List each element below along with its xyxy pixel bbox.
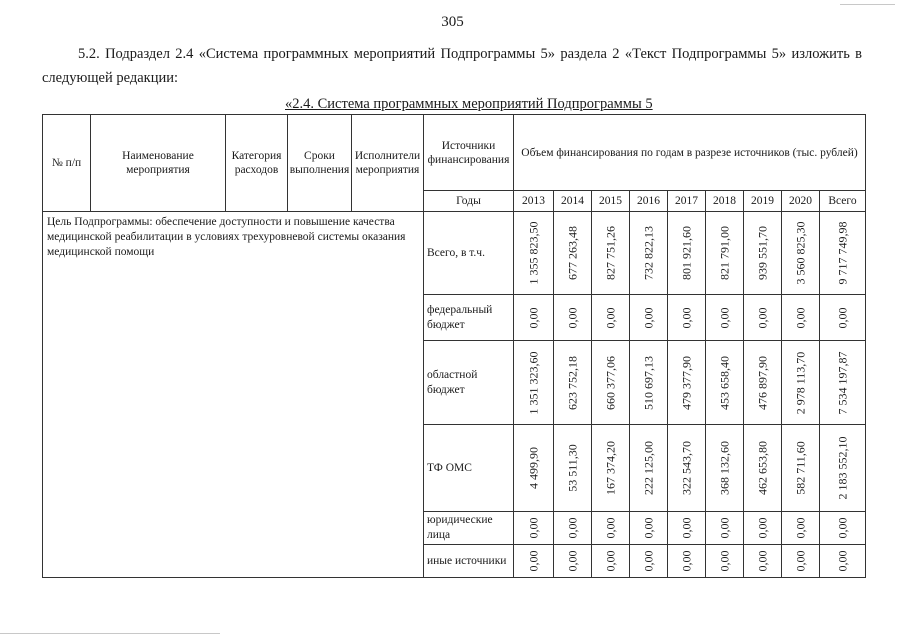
value-text: 0,00 (793, 550, 807, 572)
value-text: 7 534 197,87 (835, 351, 849, 414)
value-text: 0,00 (565, 550, 579, 572)
value-cell (668, 545, 706, 578)
year-cell: 2018 (706, 191, 744, 212)
value-cell-box (820, 296, 865, 340)
header-name: Наименование мероприятия (91, 115, 226, 212)
value-text: 623 752,18 (565, 355, 579, 410)
value-text: 0,00 (641, 550, 655, 572)
value-text: 0,00 (603, 517, 617, 539)
value-cell (514, 545, 554, 578)
value-cell (630, 295, 668, 341)
value-text: 732 822,13 (641, 226, 655, 280)
value-cell-box (820, 213, 865, 294)
value-text: 322 543,70 (679, 441, 693, 495)
value-cell-box (630, 213, 667, 294)
value-cell-box (668, 426, 705, 511)
value-text: 479 377,90 (679, 355, 693, 410)
year-cell: 2017 (668, 191, 706, 212)
value-cell (744, 212, 782, 295)
value-text: 827 751,26 (603, 226, 617, 280)
value-cell-box (668, 296, 705, 340)
value-text: 0,00 (565, 517, 579, 539)
value-cell (706, 341, 744, 425)
value-cell-box (782, 342, 819, 424)
years-label: Годы (424, 191, 514, 212)
value-cell-box (668, 213, 705, 294)
value-text: 222 125,00 (641, 441, 655, 495)
value-cell-box (706, 546, 743, 577)
value-cell (820, 295, 866, 341)
value-cell (782, 341, 820, 425)
value-text: 0,00 (717, 517, 731, 539)
value-cell-box (782, 546, 819, 577)
value-text: 0,00 (717, 550, 731, 572)
funding-row (43, 212, 866, 295)
value-text: 0,00 (603, 307, 617, 328)
value-text: 0,00 (526, 307, 540, 328)
value-cell (668, 341, 706, 425)
value-text: 0,00 (717, 307, 731, 328)
value-cell (706, 212, 744, 295)
header-num: № п/п (43, 115, 91, 212)
value-text: 821 791,00 (717, 226, 731, 280)
section-title: «2.4. Система программных мероприятий Подпрограммы 5 (285, 96, 653, 112)
value-text: 53 511,30 (565, 444, 579, 492)
value-cell-box (820, 342, 865, 424)
value-cell (820, 212, 866, 295)
value-text: 2 183 552,10 (835, 436, 849, 500)
value-text: 510 697,13 (641, 355, 655, 410)
value-cell-box (820, 426, 865, 511)
value-text: 476 897,90 (755, 355, 769, 410)
value-cell (554, 295, 592, 341)
value-cell (554, 341, 592, 425)
source-cell: иные источники (424, 545, 514, 578)
year-cell: 2019 (744, 191, 782, 212)
value-cell-box (592, 213, 629, 294)
value-cell (706, 545, 744, 578)
value-cell-box (554, 296, 591, 340)
value-text: 0,00 (603, 550, 617, 572)
value-cell-box (782, 426, 819, 511)
value-cell (744, 295, 782, 341)
scan-edge-top-right (840, 4, 895, 5)
year-cell: 2016 (630, 191, 668, 212)
value-cell (592, 425, 630, 512)
value-cell (668, 512, 706, 545)
value-cell (630, 425, 668, 512)
value-cell-box (744, 513, 781, 544)
value-cell (630, 212, 668, 295)
value-cell (592, 545, 630, 578)
value-cell (820, 341, 866, 425)
value-cell (630, 545, 668, 578)
scan-edge-bottom-left (0, 633, 220, 634)
value-text: 368 132,60 (717, 441, 731, 495)
value-cell (820, 425, 866, 512)
value-cell-box (630, 426, 667, 511)
year-cell: Всего (820, 191, 866, 212)
goal-cell: Цель Подпрограммы: обеспечение доступности и повышение качества медицинской реабилитации в условиях трехуровневой системы оказания медицинской помощи (43, 212, 424, 578)
value-text: 2 978 113,70 (793, 351, 807, 414)
value-cell-box (668, 342, 705, 424)
value-text: 0,00 (641, 307, 655, 328)
value-cell-box (592, 546, 629, 577)
value-text: 167 374,20 (603, 441, 617, 495)
value-cell-box (744, 426, 781, 511)
value-cell-box (514, 296, 553, 340)
value-cell-box (820, 546, 865, 577)
page-number: 305 (441, 14, 464, 30)
program-table (42, 114, 866, 578)
value-cell-box (514, 213, 553, 294)
value-cell (514, 295, 554, 341)
value-cell (592, 295, 630, 341)
value-cell-box (554, 513, 591, 544)
source-cell: Всего, в т.ч. (424, 212, 514, 295)
value-cell (706, 425, 744, 512)
value-text: 0,00 (641, 517, 655, 539)
value-cell (706, 295, 744, 341)
value-cell (668, 425, 706, 512)
value-cell-box (630, 546, 667, 577)
value-text: 1 355 823,50 (526, 221, 540, 285)
value-cell (744, 545, 782, 578)
header-category: Категория расходов (226, 115, 288, 212)
value-cell-box (630, 513, 667, 544)
value-text: 0,00 (835, 550, 849, 572)
value-text: 0,00 (755, 550, 769, 572)
value-text: 939 551,70 (755, 226, 769, 280)
value-cell (744, 341, 782, 425)
value-cell (782, 545, 820, 578)
header-terms: Сроки выполнения (288, 115, 352, 212)
value-cell (744, 425, 782, 512)
value-cell (744, 512, 782, 545)
value-text: 0,00 (835, 517, 849, 539)
value-cell (820, 512, 866, 545)
source-cell: юридические лица (424, 512, 514, 545)
value-cell-box (744, 546, 781, 577)
year-cell: 2013 (514, 191, 554, 212)
value-cell (668, 295, 706, 341)
value-cell (592, 341, 630, 425)
header-row-1 (43, 115, 866, 191)
value-text: 0,00 (565, 307, 579, 328)
value-cell-box (514, 426, 553, 511)
value-cell (592, 212, 630, 295)
value-text: 0,00 (526, 550, 540, 572)
value-text: 453 658,40 (717, 355, 731, 410)
value-cell (554, 212, 592, 295)
value-cell (514, 425, 554, 512)
value-text: 0,00 (793, 517, 807, 539)
value-text: 4 499,90 (526, 447, 540, 489)
value-text: 3 560 825,30 (793, 221, 807, 285)
value-cell-box (706, 513, 743, 544)
value-cell-box (668, 546, 705, 577)
value-cell-box (514, 513, 553, 544)
value-cell-box (706, 342, 743, 424)
value-text: 462 653,80 (755, 441, 769, 495)
value-text: 1 351 323,60 (526, 351, 540, 414)
header-executors: Исполнители мероприятия (352, 115, 424, 212)
value-cell-box (820, 513, 865, 544)
value-cell-box (592, 296, 629, 340)
value-text: 677 263,48 (565, 226, 579, 280)
source-cell: областной бюджет (424, 341, 514, 425)
value-cell-box (706, 213, 743, 294)
value-cell-box (744, 213, 781, 294)
value-cell (514, 212, 554, 295)
value-cell (782, 425, 820, 512)
value-cell-box (744, 296, 781, 340)
value-cell-box (592, 342, 629, 424)
value-text: 0,00 (679, 517, 693, 539)
value-cell-box (514, 546, 553, 577)
value-cell (820, 545, 866, 578)
header-volume: Объем финансирования по годам в разрезе источников (тыс. рублей) (514, 115, 866, 191)
value-text: 0,00 (793, 307, 807, 328)
year-cell: 2020 (782, 191, 820, 212)
value-cell-box (514, 342, 553, 424)
year-cell: 2014 (554, 191, 592, 212)
value-cell-box (706, 426, 743, 511)
value-text: 0,00 (835, 307, 849, 328)
value-cell-box (782, 513, 819, 544)
value-cell-box (554, 213, 591, 294)
value-cell (514, 512, 554, 545)
value-text: 0,00 (679, 550, 693, 572)
value-cell (706, 512, 744, 545)
value-cell-box (668, 513, 705, 544)
value-cell (514, 341, 554, 425)
value-cell (630, 512, 668, 545)
source-cell: федеральный бюджет (424, 295, 514, 341)
value-cell-box (782, 296, 819, 340)
value-cell (630, 341, 668, 425)
value-cell-box (554, 342, 591, 424)
value-cell-box (706, 296, 743, 340)
value-cell-box (630, 296, 667, 340)
value-cell (782, 295, 820, 341)
value-text: 0,00 (526, 517, 540, 539)
value-text: 582 711,60 (793, 441, 807, 495)
value-cell (592, 512, 630, 545)
value-text: 9 717 749,98 (835, 221, 849, 285)
value-cell (782, 212, 820, 295)
header-sources: Источники финансирования (424, 115, 514, 191)
value-cell (668, 212, 706, 295)
value-cell-box (554, 546, 591, 577)
intro-paragraph: 5.2. Подраздел 2.4 «Система программных мероприятий Подпрограммы 5» раздела 2 «Текст Подпрограммы 5» изложить в следующей редакции: (42, 46, 862, 86)
value-cell-box (630, 342, 667, 424)
source-cell: ТФ ОМС (424, 425, 514, 512)
value-cell-box (592, 513, 629, 544)
value-cell (554, 545, 592, 578)
year-cell: 2015 (592, 191, 630, 212)
value-text: 0,00 (755, 517, 769, 539)
value-cell (554, 425, 592, 512)
value-cell (554, 512, 592, 545)
value-cell-box (592, 426, 629, 511)
value-cell-box (782, 213, 819, 294)
value-text: 801 921,60 (679, 226, 693, 280)
value-cell-box (554, 426, 591, 511)
value-text: 0,00 (755, 307, 769, 328)
value-cell-box (744, 342, 781, 424)
value-text: 660 377,06 (603, 355, 617, 410)
value-text: 0,00 (679, 307, 693, 328)
value-cell (782, 512, 820, 545)
